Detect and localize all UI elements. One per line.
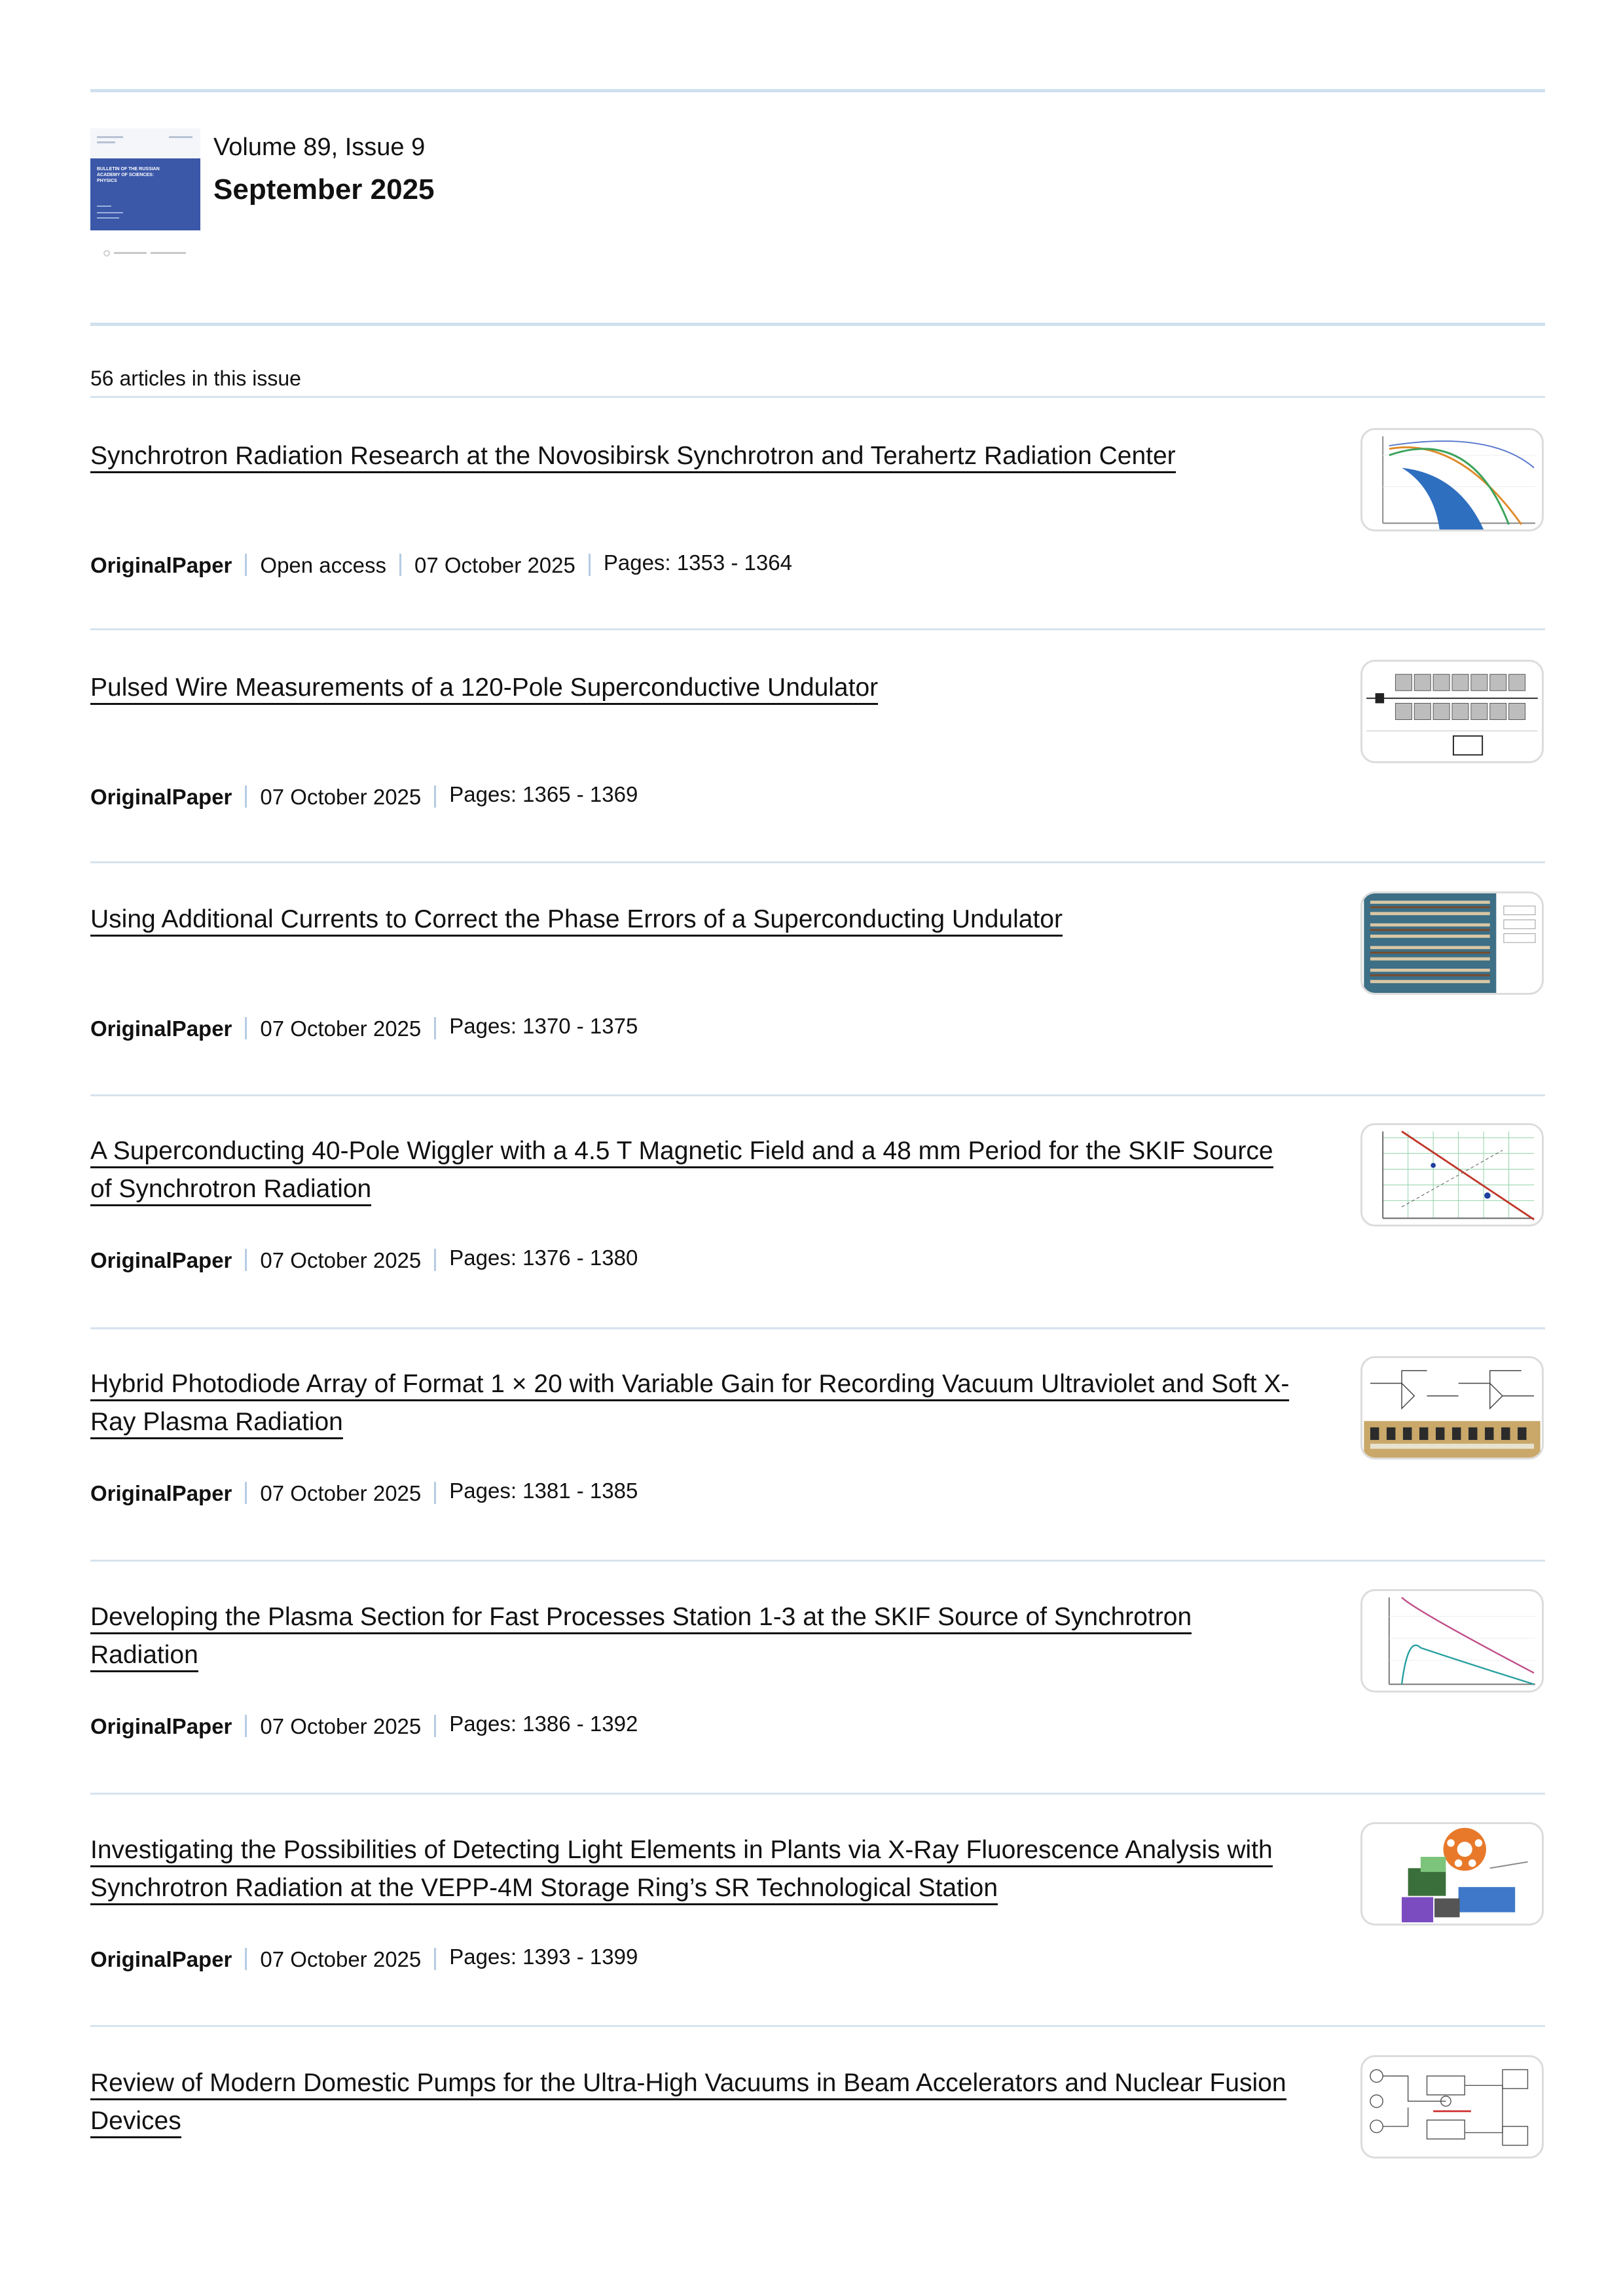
meta-separator <box>434 1017 436 1039</box>
publish-date: 07 October 2025 <box>260 1947 422 1971</box>
issue-volume: Volume 89, Issue 9 <box>213 134 426 161</box>
meta-separator <box>434 1482 436 1504</box>
article-item <box>90 1831 1545 2028</box>
list-divider <box>90 1793 1545 1795</box>
publish-date: 07 October 2025 <box>260 1714 422 1738</box>
article-type: OriginalPaper <box>90 785 232 809</box>
meta-separator <box>434 1948 436 1970</box>
article-thumbnail[interactable] <box>1360 660 1544 763</box>
article-meta <box>90 552 792 579</box>
article-item <box>90 437 1545 634</box>
article-item <box>90 1365 1545 1562</box>
meta-separator <box>245 1715 247 1737</box>
publish-date: 07 October 2025 <box>260 1016 422 1041</box>
article-title-link[interactable]: Investigating the Possibilities of Detecting Light Elements in Plants via X-Ray Fluorescence Analysis with Synchrotron Radiation at the VEPP-4M Storage Ring’s SR Technological Station <box>90 1831 1295 1907</box>
meta-separator <box>245 1482 247 1504</box>
page-range: Pages: 1386 - 1392 <box>449 1712 638 1736</box>
page-range: Pages: 1353 - 1364 <box>603 550 792 575</box>
list-divider <box>90 861 1545 863</box>
article-item <box>90 1598 1545 1795</box>
page-range: Pages: 1365 - 1369 <box>449 782 638 806</box>
publish-date: 07 October 2025 <box>414 553 575 577</box>
meta-separator <box>245 1948 247 1970</box>
article-type: OriginalPaper <box>90 1248 232 1272</box>
article-type: OriginalPaper <box>90 553 232 577</box>
top-divider <box>90 89 1545 92</box>
journal-cover-image[interactable] <box>90 128 200 275</box>
article-item <box>90 2064 1545 2261</box>
meta-separator <box>399 554 401 576</box>
publish-date: 07 October 2025 <box>260 1248 422 1272</box>
article-title-link[interactable]: Synchrotron Radiation Research at the Novosibirsk Synchrotron and Terahertz Radiation Center <box>90 437 1295 475</box>
article-item <box>90 669 1545 865</box>
article-thumbnail[interactable] <box>1360 1356 1544 1460</box>
meta-separator <box>589 554 591 576</box>
page-range: Pages: 1370 - 1375 <box>449 1014 638 1038</box>
article-meta <box>90 1247 638 1274</box>
list-divider <box>90 1560 1545 1562</box>
article-thumbnail[interactable] <box>1360 428 1544 531</box>
article-type: OriginalPaper <box>90 1016 232 1041</box>
chart-thumbnail-icon <box>1362 1591 1542 1691</box>
page-range: Pages: 1393 - 1399 <box>449 1945 638 1969</box>
article-meta <box>90 784 638 810</box>
article-thumbnail[interactable] <box>1360 1822 1544 1926</box>
article-thumbnail[interactable] <box>1360 2055 1544 2159</box>
page-range: Pages: 1381 - 1385 <box>449 1479 638 1503</box>
article-type: OriginalPaper <box>90 1947 232 1971</box>
article-meta <box>90 1713 638 1740</box>
article-item <box>90 901 1545 1097</box>
meta-separator <box>245 785 247 808</box>
chart-thumbnail-icon <box>1362 1125 1542 1225</box>
article-count: 56 articles in this issue <box>90 367 301 390</box>
meta-separator <box>245 554 247 576</box>
article-thumbnail[interactable] <box>1360 891 1544 995</box>
article-meta <box>90 1016 638 1042</box>
article-type: OriginalPaper <box>90 1714 232 1738</box>
article-thumbnail[interactable] <box>1360 1123 1544 1227</box>
diagram-thumbnail-icon <box>1362 2057 1542 2157</box>
article-title-link[interactable]: Hybrid Photodiode Array of Format 1 × 20 with Variable Gain for Recording Vacuum Ultraviolet and Soft X-Ray Plasma Radiation <box>90 1365 1295 1441</box>
photo-thumbnail-icon <box>1362 893 1542 993</box>
article-title-link[interactable]: A Superconducting 40-Pole Wiggler with a 4.5 T Magnetic Field and a 48 mm Period for the SKIF Source of Synchrotron Radiation <box>90 1132 1295 1208</box>
list-divider <box>90 628 1545 630</box>
meta-separator <box>245 1017 247 1039</box>
cover-title: BULLETIN OF THE RUSSIAN ACADEMY OF SCIENCES: PHYSICS <box>97 167 160 183</box>
list-divider <box>90 396 1545 398</box>
circuit-thumbnail-icon <box>1362 1358 1542 1458</box>
page-range: Pages: 1376 - 1380 <box>449 1246 638 1270</box>
article-title-link[interactable]: Review of Modern Domestic Pumps for the Ultra-High Vacuums in Beam Accelerators and Nuclear Fusion Devices <box>90 2064 1295 2140</box>
meta-separator <box>434 1715 436 1737</box>
access-label: Open access <box>260 553 387 577</box>
meta-separator <box>245 1249 247 1271</box>
3d-model-thumbnail-icon <box>1362 1824 1542 1924</box>
meta-separator <box>434 785 436 808</box>
article-title-link[interactable]: Using Additional Currents to Correct the Phase Errors of a Superconducting Undulator <box>90 901 1295 939</box>
article-meta <box>90 1946 638 1973</box>
article-thumbnail[interactable] <box>1360 1589 1544 1693</box>
article-meta <box>90 1480 638 1507</box>
chart-thumbnail-icon <box>1362 430 1542 529</box>
issue-date: September 2025 <box>213 173 435 206</box>
list-divider <box>90 1327 1545 1329</box>
schematic-thumbnail-icon <box>1362 662 1542 761</box>
list-divider <box>90 1094 1545 1096</box>
list-divider <box>90 2025 1545 2027</box>
header-divider <box>90 323 1545 326</box>
article-item <box>90 1132 1545 1329</box>
publish-date: 07 October 2025 <box>260 1481 422 1505</box>
article-title-link[interactable]: Pulsed Wire Measurements of a 120-Pole Superconductive Undulator <box>90 669 1295 707</box>
article-title-link[interactable]: Developing the Plasma Section for Fast Processes Station 1-3 at the SKIF Source of Synchrotron Radiation <box>90 1598 1295 1674</box>
article-type: OriginalPaper <box>90 1481 232 1505</box>
publish-date: 07 October 2025 <box>260 785 422 809</box>
meta-separator <box>434 1249 436 1271</box>
